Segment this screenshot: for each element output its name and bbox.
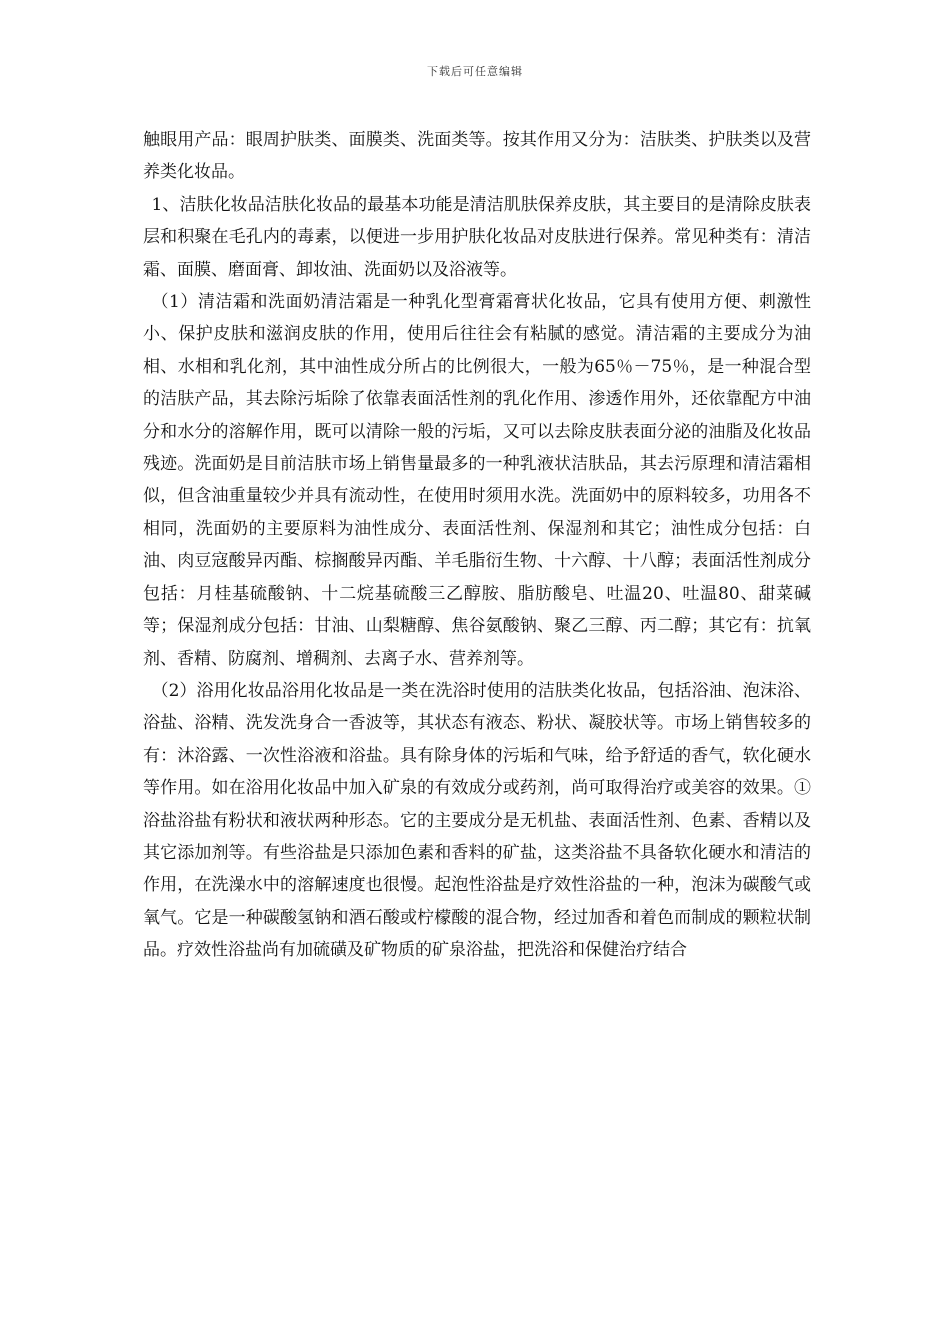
paragraph-bath-cosmetics: （2）浴用化妆品浴用化妆品是一类在洗浴时使用的洁肤类化妆品，包括浴油、泡沫浴、浴盐、浴精、洗发洗身合一香波等，其状态有液态、粉状、凝胶状等。市场上销售较多的有：沐浴露、一次性浴液和浴盐。具有除身体的污垢和气味，给予舒适的香气，软化硬水等作用。如在浴用化妆品中加入矿泉的有效成分或药剂，尚可取得治疗或美容的效果。①浴盐浴盐有粉状和液状两种形态。它的主要成分是无机盐、表面活性剂、色素、香精以及其它添加剂等。有些浴盐是只添加色素和香料的矿盐，这类浴盐不具备软化硬水和清洁的作用，在洗澡水中的溶解速度也很慢。起泡性浴盐是疗效性浴盐的一种，泡沫为碳酸气或氧气。它是一种碳酸氢钠和酒石酸或柠檬酸的混合物，经过加香和着色而制成的颗粒状制品。疗效性浴盐尚有加硫磺及矿物质的矿泉浴盐，把洗浴和保健治疗结合 — [143, 680, 811, 961]
document-body — [143, 124, 811, 967]
paragraph-cleansing-cream-facial-cleanser: （1）清洁霜和洗面奶清洁霜是一种乳化型膏霜膏状化妆品，它具有使用方便、刺激性小、保护皮肤和滋润皮肤的作用，使用后往往会有粘腻的感觉。清洁霜的主要成分为油相、水相和乳化剂，其中油性成分所占的比例很大，一般为65％－75％，是一种混合型的洁肤产品，其去除污垢除了依靠表面活性剂的乳化作用、渗透作用外，还依靠配方中油分和水分的溶解作用，既可以清除一般的污垢，又可以去除皮肤表面分泌的油脂及化妆品残迹。洗面奶是目前洁肤市场上销售量最多的一种乳液状洁肤品，其去污原理和清洁霜相似，但含油重量较少并具有流动性，在使用时须用水洗。洗面奶中的原料较多，功用各不相同，洗面奶的主要原料为油性成分、表面活性剂、保湿剂和其它；油性成分包括：白油、肉豆寇酸异丙酯、棕搁酸异丙酯、羊毛脂衍生物、十六醇、十八醇；表面活性剂成分包括：月桂基硫酸钠、十二烷基硫酸三乙醇胺、脂肪酸皂、吐温20、吐温80、甜菜碱等；保湿剂成分包括：甘油、山梨糖醇、焦谷氨酸钠、聚乙三醇、丙二醇；其它有：抗氧剂、香精、防腐剂、增稠剂、去离子水、营养剂等。 — [143, 292, 811, 669]
paragraph-cleansing-cosmetics: 1、洁肤化妆品洁肤化妆品的最基本功能是清洁肌肤保养皮肤，其主要目的是清除皮肤表层和积聚在毛孔内的毒素，以便进一步用护肤化妆品对皮肤进行保养。常见种类有：清洁霜、面膜、磨面膏、卸妆油、洗面奶以及浴液等。 — [143, 194, 811, 280]
page-header-note: 下载后可任意编辑 — [427, 65, 523, 78]
paragraph-continuation: 触眼用产品：眼周护肤类、面膜类、洗面类等。按其作用又分为：洁肤类、护肤类以及营养类化妆品。 — [143, 130, 811, 183]
